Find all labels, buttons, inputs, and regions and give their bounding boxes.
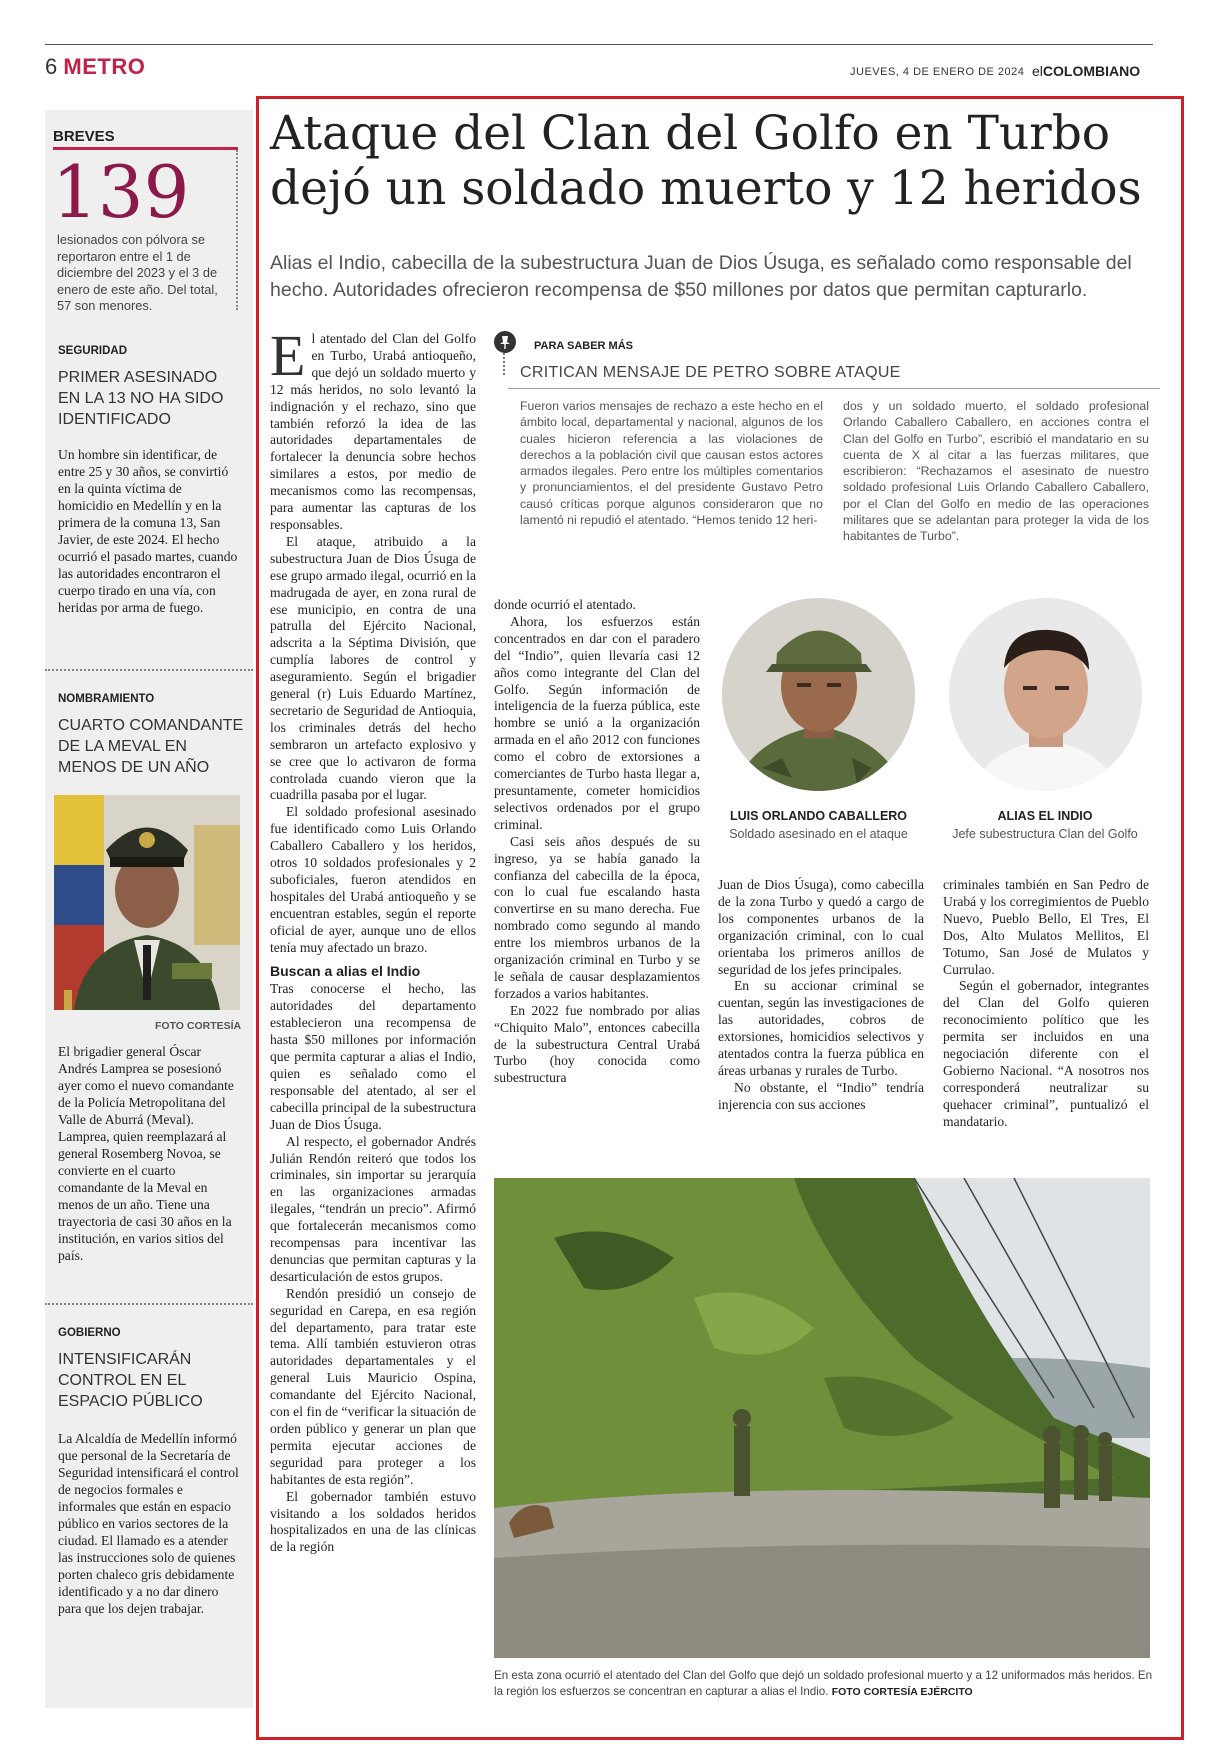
section-name: METRO [63,54,146,79]
portrait-name: ALIAS EL INDIO [997,809,1093,823]
commander-photo [54,795,240,1010]
psm-rule [503,353,507,375]
paragraph: Al respecto, el gobernador Andrés Julián Rendón reiteró que todos los criminales, sin importar su jerarquía en las organizaciones armadas ilegales, “tendrán un precio”. Afirmó que fortalecerán mecanismos como recompensas para incentivar las denuncias que permitan capturas y la desarticulación de estos grupos. [270,1133,476,1284]
pin-icon [494,331,516,353]
seguridad-title: PRIMER ASESINADO EN LA 13 NO HA SIDO IDENTIFICADO [58,369,224,428]
nombramiento-title: CUARTO COMANDANTE DE LA MEVAL EN MENOS DE UN AÑO [58,717,244,776]
dropcap: E [270,323,306,388]
article-column-2 [494,597,700,1087]
paragraph: Según el gobernador, integrantes del Clan del Golfo quieren reconocimiento político que les permita ser incluidos en una negociación diferente con el Gobierno Nacional. “A nosotros nos corresponderá neutralizar su quehacer criminal”, puntualizó el mandatario. [943,978,1149,1129]
portrait-alias-el-indio [949,598,1142,791]
photo-credit: FOTO CORTESÍA EJÉRCITO [831,1686,973,1698]
big-number: 139 [52,150,190,234]
section-header [45,54,145,80]
paragraph: En 2022 fue nombrado por alias “Chiquito Malo”, entonces cabecilla de la subestructura Central Urabá Turbo (hoy conocida como subestructura [494,1002,700,1086]
portrait-role: Soldado asesinado en el ataque [729,827,908,841]
article-subtitle: Buscan a alias el Indio [270,962,421,979]
sidebar-divider [45,669,253,671]
article-column-3 [718,877,924,1114]
newspaper-logo: elCOLOMBIANO [1032,63,1141,79]
paragraph: El gobernador también estuvo visitando a los soldados heridos hospitalizados en una de las clínicas de la región [270,1488,476,1555]
paragraph: Ahora, los esfuerzos están concentrados en dar con el paradero del “Indio”, quien llevaría casi 12 años como integrante del Clan del Golfo. Según información de inteligencia de la fuerza pública, este hombre se unió a la organización armada en el año 2012 con funciones como el cobro de extorsiones a comerciantes de Turbo hasta llegar a, presuntamente, cometer homicidios selectivos ordenados por el grupo criminal. [494,613,700,832]
psm-divider [508,388,1160,389]
page-number: 6 [45,54,58,79]
paragraph: Rendón presidió un consejo de seguridad en Carepa, en esa región del departamento, para tratar este tema. Allí también estuvieron otras autoridades departamentales y el general Luis Mauricio Ospina, comandante del Ejército Nacional, con el fin de “verificar la situación de orden público y generar un plan que permita ejecutar acciones de seguridad para proteger a los habitantes de esta región”. [270,1285,476,1487]
commander-photo-credit: FOTO CORTESÍA [155,1020,242,1032]
sidebar-divider [45,1303,253,1305]
gobierno-label: GOBIERNO [58,1327,121,1339]
paragraph: El soldado profesional asesinado fue identificado como Luis Orlando Caballero Caballero y los heridos, otros 10 soldados profesionales y 2 suboficiales, fueron atendidos en hospitales del Urabá antioqueño y se encuentran estables, según el reporte oficial de ayer, aunque uno de ellos tenía muy afectado un brazo. [270,804,476,955]
main-photo [494,1178,1150,1658]
nombramiento-body: El brigadier general Óscar Andrés Lamprea se posesionó ayer como el nuevo comandante de la Policía Metropolitana del Valle de Aburrá (Meval). Lamprea, quien reemplazará al general Rosemberg Novoa, se convierte en el cuarto comandante de la Meval en menos de un año. Tiene una trayectoria de casi 30 años en la institución, en varios sitios del país. [58,1044,234,1263]
photo-caption: En esta zona ocurrió el atentado del Clan del Golfo que dejó un soldado profesional muerto y a 12 uniformados más heridos. En la región los esfuerzos se concentran en capturar a alias el Indio. FOTO CORTESÍA EJÉRCITO [494,1669,1153,1698]
paragraph: Tras conocerse el hecho, las autoridades del departamento establecieron una recompensa de hasta $50 millones por información que permita capturar a alias el Indio, quien es señalado como el responsable del atentado, al ser el cabecilla principal de la subestructura Juan de Dios Úsuga. [270,981,476,1132]
psm-label: PARA SABER MÁS [534,340,634,352]
psm-title: CRITICAN MENSAJE DE PETRO SOBRE ATAQUE [520,364,901,381]
paragraph: l atentado del Clan del Golfo en Turbo, Urabá antioqueño, que dejó un soldado muerto y 12 más heridos, no solo levantó la indignación y el rechazo, sino que también reforzó la idea de las autoridades departamentales de fortalecer la denuncia sobre hechos similares a estos, por medio de mecanismos como las recompensas, para aumentar las capturas de los responsables. [270,331,476,532]
article-subhead: Alias el Indio, cabecilla de la subestructura Juan de Dios Úsuga, es señalado como responsable del hecho. Autoridades ofrecieron recompensa de $50 millones por datos que permitan capturarlo. [270,252,1132,301]
seguridad-body: Un hombre sin identificar, de entre 25 y 30 años, se convirtió en la quinta víctima de homicidio en Medellín y en la primera de la comuna 13, San Javier, de este 2024. El hecho ocurrió el pasado martes, cuando las autoridades encontraron el cuerpo tirado en una vía, con heridas por arma de fuego. [58,447,238,615]
article-column-4 [943,877,1149,1131]
breves-label: BREVES [53,128,115,145]
big-number-text: lesionados con pólvora se reportaron entre el 1 de diciembre del 2023 y el 3 de enero de este año. Del total, 57 son menores. [57,232,218,313]
paragraph: No obstante, el “Indio” tendría injerencia con sus acciones [718,1079,924,1112]
paragraph: El ataque, atribuido a la subestructura Juan de Dios Úsuga de ese grupo armado ilegal, ocurrió en la madrugada de ayer, en zona rural de ese municipio, en contra de una patrulla del Ejército Nacional, adscrita a la Séptima División, que cumplía labores de control y aseguramiento. Según el brigadier general (r) Luis Eduardo Martínez, secretario de Seguridad de Antioquia, los criminales detrás del hecho sembraron un artefacto explosivo y se cree que lo activaron de forma controlada cuando vieron que la cuadrilla pasaba por el lugar. [270,533,476,803]
seguridad-label: SEGURIDAD [58,345,128,357]
breves-side-rule [236,150,238,310]
gobierno-body: La Alcaldía de Medellín informó que personal de la Secretaría de Seguridad intensificará el control de negocios formales e informales que están en espacio público en varios sectores de la ciudad. El llamado es a atender las instrucciones solo de quienes porten chaleco gris debidamente identificado y a no dar dinero para que los dejen trabajar. [58,1431,239,1616]
portrait-name: LUIS ORLANDO CABALLERO [729,809,908,823]
paragraph: donde ocurrió el atentado. [494,597,636,612]
portrait-role: Jefe subestructura Clan del Golfo [952,827,1138,841]
paragraph: criminales también en San Pedro de Urabá y los corregimientos de Pueblo Nuevo, Pueblo Bello, El Tres, El Dos, Alto Mulatos Mellitos, El Totumo, San José de Mulatos y Currulao. [943,877,1149,977]
article-column-1 [270,323,476,1556]
nombramiento-label: NOMBRAMIENTO [58,693,155,705]
header-rule [45,44,1153,45]
gobierno-title: INTENSIFICARÁN CONTROL EN EL ESPACIO PÚBLICO [58,1351,203,1410]
issue-date: JUEVES, 4 DE ENERO DE 2024 [850,66,1025,78]
portrait-soldier [722,598,915,791]
psm-column-b: dos y un soldado muerto, el soldado profesional Orlando Caballero Caballero, en acciones contra el Clan del Golfo en Turbo”, escribió el mandatario en su cuenta de X al citar a las fuerzas militares, que escribieron: “Rechazamos el asesinato de nuestro soldado profesional Luis Orlando Caballero Caballero, por el Clan del Golfo en medio de las operaciones militares que se adelantan para proteger la vida de los habitantes de Turbo”. [843,399,1149,544]
psm-column-a: Fueron varios mensajes de rechazo a este hecho en el ámbito local, departamental y nacional, algunos de los cuales hicieron referencia a las violaciones de derechos a la población civil que causan estos actores armados ilegales. Pero entre los múltiples comentarios y pronunciamientos, el del presidente Gustavo Petro causó críticas porque algunos consideraron que no lamentó ni repudió el atentado. “Hemos tenido 12 heri- [520,399,823,528]
paragraph: En su accionar criminal se cuentan, según las investigaciones de las autoridades, cobros de extorsiones, homicidios selectivos y atentados contra la fuerza pública en áreas urbanas y rurales de Turbo. [718,978,924,1078]
article-headline: Ataque del Clan del Golfo en Turbo dejó un soldado muerto y 12 heridos [270,106,1142,216]
paragraph: Casi seis años después de su ingreso, ya se había ganado la confianza del cabecilla de la época, con lo cual fue escalando hasta convertirse en su mano derecha. Fue nombrado como segundo al mando entre los miembros urbanos de la organización criminal en Turbo y se le señala de causar desplazamientos forzados a varios habitantes. [494,833,700,1001]
paragraph: Juan de Dios Úsuga), como cabecilla de la zona Turbo y quedó a cargo de los componentes urbanos de la organización criminal, con lo cual orientaba los primeros anillos de seguridad de los jefes principales. [718,877,924,977]
